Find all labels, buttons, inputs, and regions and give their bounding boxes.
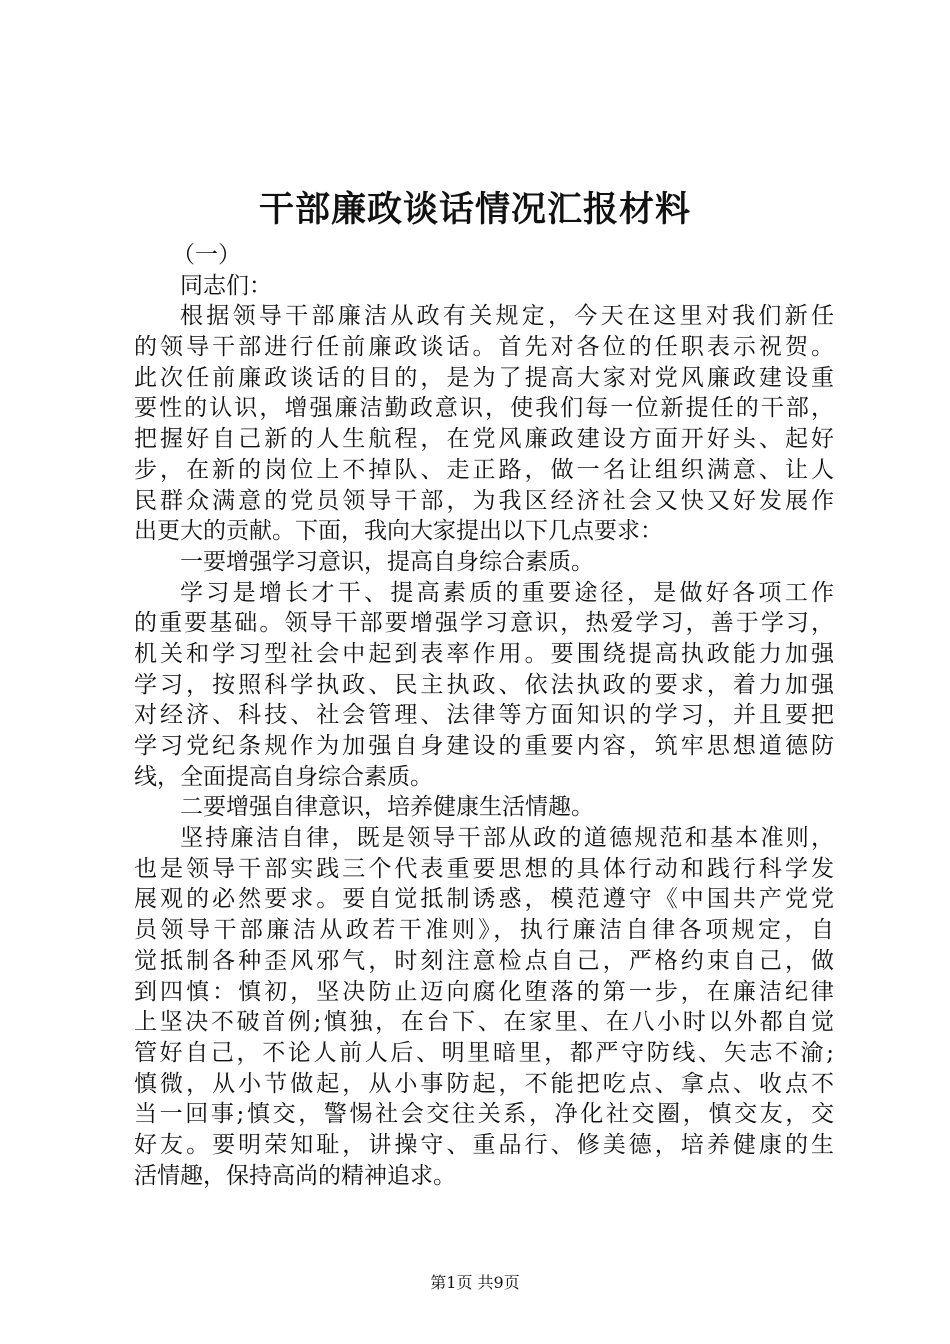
- paragraph: [134, 578, 834, 793]
- document-body: [134, 240, 834, 1191]
- paragraph-line: 也是领导干部实践三个代表重要思想的具体行动和践行科学发: [134, 855, 834, 882]
- paragraph-line: 活情趣，保持高尚的精神追求。: [134, 1162, 456, 1189]
- paragraph-line: 的领导干部进行任前廉政谈话。首先对各位的任职表示祝贺。: [134, 334, 834, 361]
- paragraph: [134, 301, 834, 547]
- paragraph: [134, 547, 834, 578]
- paragraph-line: 的重要基础。领导干部要增强学习意识，热爱学习，善于学习，: [134, 610, 834, 637]
- document-title: 干部廉政谈话情况汇报材料: [258, 189, 691, 230]
- section-mark: （一）: [172, 242, 241, 268]
- paragraph-line: 二要增强自律意识，培养健康生活情趣。: [180, 794, 594, 821]
- paragraph-line: 根据领导干部廉洁从政有关规定，今天在这里对我们新任: [180, 303, 834, 330]
- paragraph-line: 员领导干部廉洁从政若干准则》，执行廉洁自律各项规定，自: [134, 917, 834, 944]
- paragraph-line: 机关和学习型社会中起到表率作用。要围绕提高执政能力加强: [134, 640, 834, 667]
- paragraph-line: 上坚决不破首例;慎独，在台下、在家里、在八小时以外都自觉: [134, 1009, 834, 1036]
- paragraph: [134, 792, 834, 823]
- paragraph-line: 觉抵制各种歪风邪气，时刻注意检点自己，严格约束自己，做: [134, 947, 834, 974]
- paragraph-line: 慎微，从小节做起，从小事防起，不能把吃点、拿点、收点不: [134, 1070, 834, 1097]
- paragraph-list: [134, 301, 834, 1191]
- paragraph-line: 把握好自己新的人生航程，在党风廉政建设方面开好头、起好: [134, 426, 834, 453]
- paragraph-line: 线，全面提高自身综合素质。: [134, 763, 433, 790]
- paragraph-line: 到四慎：慎初，坚决防止迈向腐化堕落的第一步，在廉洁纪律: [134, 978, 834, 1005]
- salutation: 同志们：: [180, 272, 272, 299]
- paragraph-line: 当一回事;慎交，警惕社会交往关系，净化社交圈，慎交友，交: [134, 1101, 834, 1128]
- paragraph-line: 学习，按照科学执政、民主执政、依法执政的要求，着力加强: [134, 671, 834, 698]
- paragraph-line: 坚持廉洁自律，既是领导干部从政的道德规范和基本准则，: [180, 825, 834, 852]
- paragraph-line: 学习党纪条规作为加强自身建设的重要内容，筑牢思想道德防: [134, 733, 834, 759]
- page-footer: 第1页 共9页: [430, 1273, 520, 1292]
- paragraph-line: 步，在新的岗位上不掉队、走正路，做一名让组织满意、让人: [134, 456, 834, 483]
- paragraph-line: 好友。要明荣知耻，讲操守、重品行、修美德，培养健康的生: [134, 1131, 834, 1158]
- paragraph-line: 管好自己，不论人前人后、明里暗里，都严守防线、矢志不渝;: [134, 1039, 834, 1066]
- paragraph-line: 展观的必然要求。要自觉抵制诱惑，模范遵守《中国共产党党: [134, 886, 834, 913]
- paragraph: [134, 823, 834, 1191]
- paragraph-line: 要性的认识，增强廉洁勤政意识，使我们每一位新提任的干部，: [134, 395, 834, 422]
- paragraph-line: 对经济、科技、社会管理、法律等方面知识的学习，并且要把: [134, 702, 834, 729]
- paragraph-line: 一要增强学习意识，提高自身综合素质。: [180, 548, 594, 575]
- paragraph-line: 学习是增长才干、提高素质的重要途径，是做好各项工作: [180, 579, 834, 606]
- paragraph-line: 民群众满意的党员领导干部，为我区经济社会又快又好发展作: [134, 487, 834, 514]
- paragraph-line: 此次任前廉政谈话的目的，是为了提高大家对党风廉政建设重: [134, 364, 834, 391]
- paragraph-line: 出更大的贡献。下面，我向大家提出以下几点要求：: [134, 518, 663, 545]
